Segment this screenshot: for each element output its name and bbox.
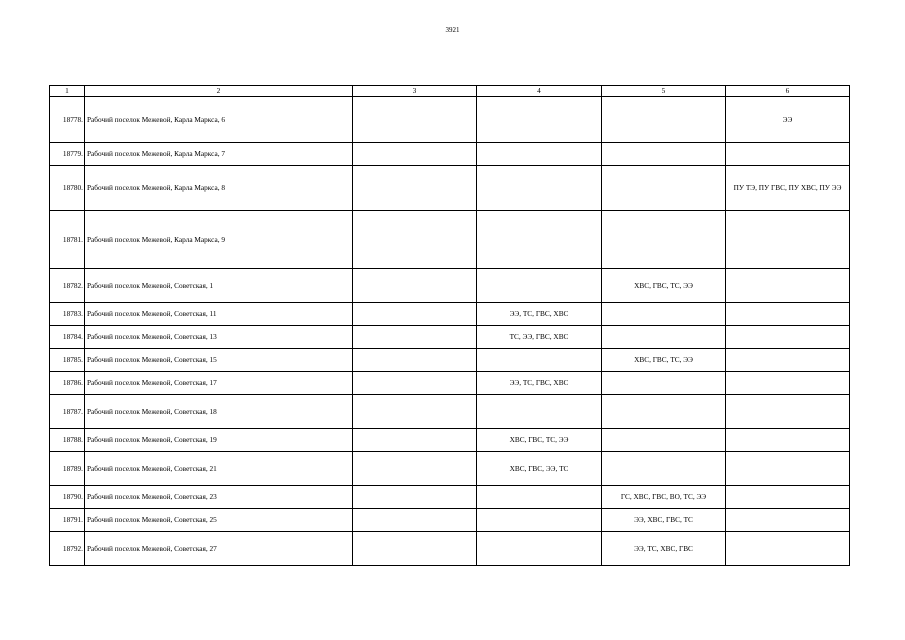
page-number: 3921 xyxy=(445,26,460,34)
row-col5: ЭЭ, ТС, ХВС, ГВС xyxy=(602,532,726,566)
row-col5 xyxy=(602,97,726,143)
row-col3 xyxy=(353,532,477,566)
table-row xyxy=(50,166,850,211)
row-number: 18782. xyxy=(50,269,85,303)
table-row xyxy=(50,326,850,349)
row-col5 xyxy=(602,429,726,452)
row-number: 18792. xyxy=(50,532,85,566)
row-address: Рабочий поселок Межевой, Советская, 27 xyxy=(85,532,353,566)
table-row xyxy=(50,97,850,143)
row-col6 xyxy=(726,395,850,429)
row-col3 xyxy=(353,509,477,532)
row-col4: ЭЭ, ТС, ГВС, ХВС xyxy=(477,303,602,326)
row-col6 xyxy=(726,211,850,269)
row-address: Рабочий поселок Межевой, Советская, 19 xyxy=(85,429,353,452)
table-row xyxy=(50,429,850,452)
row-address: Рабочий поселок Межевой, Советская, 25 xyxy=(85,509,353,532)
row-number: 18786. xyxy=(50,372,85,395)
table-row xyxy=(50,303,850,326)
table-row xyxy=(50,532,850,566)
row-col5 xyxy=(602,452,726,486)
row-col5 xyxy=(602,372,726,395)
row-col3 xyxy=(353,452,477,486)
row-col6 xyxy=(726,486,850,509)
row-address: Рабочий поселок Межевой, Карла Маркса, 9 xyxy=(85,211,353,269)
row-col4 xyxy=(477,269,602,303)
header-cell-2: 2 xyxy=(85,86,353,97)
row-col6 xyxy=(726,303,850,326)
row-col5 xyxy=(602,143,726,166)
row-address: Рабочий поселок Межевой, Советская, 18 xyxy=(85,395,353,429)
row-col3 xyxy=(353,326,477,349)
row-col4 xyxy=(477,395,602,429)
table-row xyxy=(50,395,850,429)
row-col6 xyxy=(726,532,850,566)
row-col4 xyxy=(477,143,602,166)
table-row xyxy=(50,143,850,166)
row-col4: ТС, ЭЭ, ГВС, ХВС xyxy=(477,326,602,349)
table-header-row xyxy=(50,86,850,97)
row-col4 xyxy=(477,532,602,566)
row-address: Рабочий поселок Межевой, Советская, 11 xyxy=(85,303,353,326)
row-col4 xyxy=(477,349,602,372)
row-col5 xyxy=(602,303,726,326)
header-cell-3: 3 xyxy=(353,86,477,97)
row-col6 xyxy=(726,269,850,303)
row-col3 xyxy=(353,166,477,211)
row-col3 xyxy=(353,143,477,166)
row-address: Рабочий поселок Межевой, Советская, 17 xyxy=(85,372,353,395)
header-cell-1: 1 xyxy=(50,86,85,97)
row-address: Рабочий поселок Межевой, Советская, 1 xyxy=(85,269,353,303)
row-col6: ПУ ТЭ, ПУ ГВС, ПУ ХВС, ПУ ЭЭ xyxy=(726,166,850,211)
row-number: 18780. xyxy=(50,166,85,211)
registry-table xyxy=(49,85,850,566)
row-col3 xyxy=(353,211,477,269)
row-col3 xyxy=(353,372,477,395)
header-cell-6: 6 xyxy=(726,86,850,97)
row-col4 xyxy=(477,486,602,509)
row-number: 18778. xyxy=(50,97,85,143)
row-col6 xyxy=(726,452,850,486)
row-number: 18779. xyxy=(50,143,85,166)
table-row xyxy=(50,349,850,372)
row-col3 xyxy=(353,97,477,143)
row-col6 xyxy=(726,326,850,349)
table-row xyxy=(50,372,850,395)
row-col4 xyxy=(477,509,602,532)
row-number: 18788. xyxy=(50,429,85,452)
row-address: Рабочий поселок Межевой, Советская, 23 xyxy=(85,486,353,509)
row-col5 xyxy=(602,211,726,269)
row-number: 18781. xyxy=(50,211,85,269)
row-number: 18785. xyxy=(50,349,85,372)
row-col5 xyxy=(602,166,726,211)
row-number: 18784. xyxy=(50,326,85,349)
row-col6 xyxy=(726,349,850,372)
row-col5: ХВС, ГВС, ТС, ЭЭ xyxy=(602,269,726,303)
header-cell-5: 5 xyxy=(602,86,726,97)
table-row xyxy=(50,509,850,532)
row-address: Рабочий поселок Межевой, Советская, 13 xyxy=(85,326,353,349)
row-col4: ХВС, ГВС, ТС, ЭЭ xyxy=(477,429,602,452)
row-address: Рабочий поселок Межевой, Карла Маркса, 6 xyxy=(85,97,353,143)
row-col6: ЭЭ xyxy=(726,97,850,143)
row-col5 xyxy=(602,395,726,429)
row-col4: ХВС, ГВС, ЭЭ, ТС xyxy=(477,452,602,486)
table-row xyxy=(50,486,850,509)
row-number: 18791. xyxy=(50,509,85,532)
row-col5 xyxy=(602,326,726,349)
table-row xyxy=(50,452,850,486)
row-number: 18790. xyxy=(50,486,85,509)
row-col4 xyxy=(477,166,602,211)
row-col6 xyxy=(726,429,850,452)
row-address: Рабочий поселок Межевой, Карла Маркса, 8 xyxy=(85,166,353,211)
row-col5: ГС, ХВС, ГВС, ВО, ТС, ЭЭ xyxy=(602,486,726,509)
row-col3 xyxy=(353,486,477,509)
row-col4 xyxy=(477,97,602,143)
row-col3 xyxy=(353,349,477,372)
row-address: Рабочий поселок Межевой, Советская, 15 xyxy=(85,349,353,372)
row-number: 18787. xyxy=(50,395,85,429)
row-col3 xyxy=(353,429,477,452)
row-number: 18783. xyxy=(50,303,85,326)
table-row xyxy=(50,269,850,303)
row-col6 xyxy=(726,509,850,532)
row-address: Рабочий поселок Межевой, Карла Маркса, 7 xyxy=(85,143,353,166)
row-col6 xyxy=(726,372,850,395)
row-number: 18789. xyxy=(50,452,85,486)
row-col5: ЭЭ, ХВС, ГВС, ТС xyxy=(602,509,726,532)
row-col4 xyxy=(477,211,602,269)
row-col6 xyxy=(726,143,850,166)
row-col3 xyxy=(353,303,477,326)
row-col5: ХВС, ГВС, ТС, ЭЭ xyxy=(602,349,726,372)
header-cell-4: 4 xyxy=(477,86,602,97)
table-row xyxy=(50,211,850,269)
row-col3 xyxy=(353,395,477,429)
row-col4: ЭЭ, ТС, ГВС, ХВС xyxy=(477,372,602,395)
row-address: Рабочий поселок Межевой, Советская, 21 xyxy=(85,452,353,486)
row-col3 xyxy=(353,269,477,303)
